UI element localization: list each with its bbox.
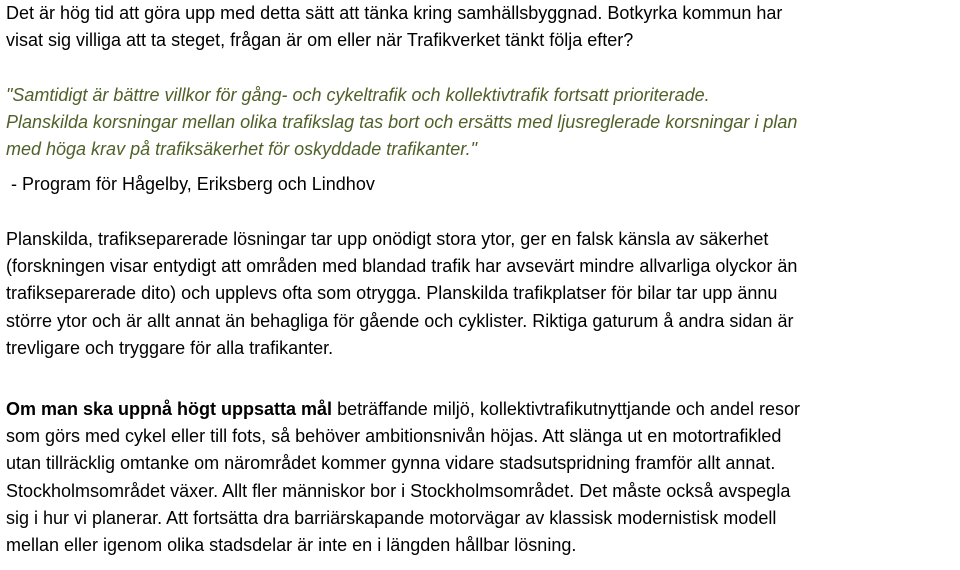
planskilda-paragraph	[6, 226, 797, 362]
quote-line: "Samtidigt är bättre villkor för gång- och cykeltrafik och kollektivtrafik fortsatt prioriterade.	[6, 85, 710, 105]
text-line: Planskilda, trafikseparerade lösningar tar upp onödigt stora ytor, ger en falsk känsla av säkerhet	[6, 229, 769, 249]
document-page	[6, 0, 958, 570]
text-line: visat sig villiga att ta steget, frågan är om eller när Trafikverket tänkt följa efter?	[6, 30, 634, 51]
text-line: större ytor och är allt annat än behagliga för gående och cyklister. Riktiga gaturum å andra sidan är	[6, 310, 794, 331]
text-line: trafikseparerade dito) och upplevs ofta som otrygga. Planskilda trafikplatser för bilar tar upp ännu	[6, 283, 778, 304]
text-fragment: beträffande miljö, kollektivtrafikutnyttjande och andel resor	[332, 399, 800, 419]
text-line: som görs med cykel eller till fots, så behöver ambitionsnivån höjas. Att slänga ut en motortrafikled	[6, 426, 782, 447]
text-line: trevligare och tryggare för alla trafikanter.	[6, 337, 334, 358]
text-line: (forskningen visar entydigt att områden med blandad trafik har avsevärt mindre allvarliga olyckor än	[6, 256, 798, 277]
quote-line: Planskilda korsningar mellan olika trafikslag tas bort och ersätts med ljusreglerade korsningar i plan	[6, 112, 798, 133]
text-line: Stockholmsområdet växer. Allt fler människor bor i Stockholmsområdet. Det måste också avspegla	[6, 480, 791, 501]
ambition-paragraph	[6, 396, 800, 559]
text-line: utan tillräcklig omtanke om närområdet kommer gynna vidare stadsutspridning framför allt annat.	[6, 453, 776, 474]
text-line: sig i hur vi planerar. Att fortsätta dra barriärskapande motorvägar av klassisk modernistisk modell	[6, 507, 777, 528]
text-line: Det är hög tid att göra upp med detta sätt att tänka kring samhällsbyggnad. Botkyrka kommun har	[6, 3, 783, 23]
quote-source: - Program för Hågelby, Eriksberg och Lindhov	[6, 174, 375, 194]
text-line	[6, 396, 800, 423]
text-line: mellan eller igenom olika stadsdelar är inte en i längden hållbar lösning.	[6, 535, 577, 556]
bold-lead: Om man ska uppnå högt uppsatta mål	[6, 399, 333, 419]
quote-line: med höga krav på trafiksäkerhet för oskyddade trafikanter."	[6, 139, 477, 160]
program-quote	[6, 82, 797, 164]
intro-paragraph	[6, 0, 782, 54]
